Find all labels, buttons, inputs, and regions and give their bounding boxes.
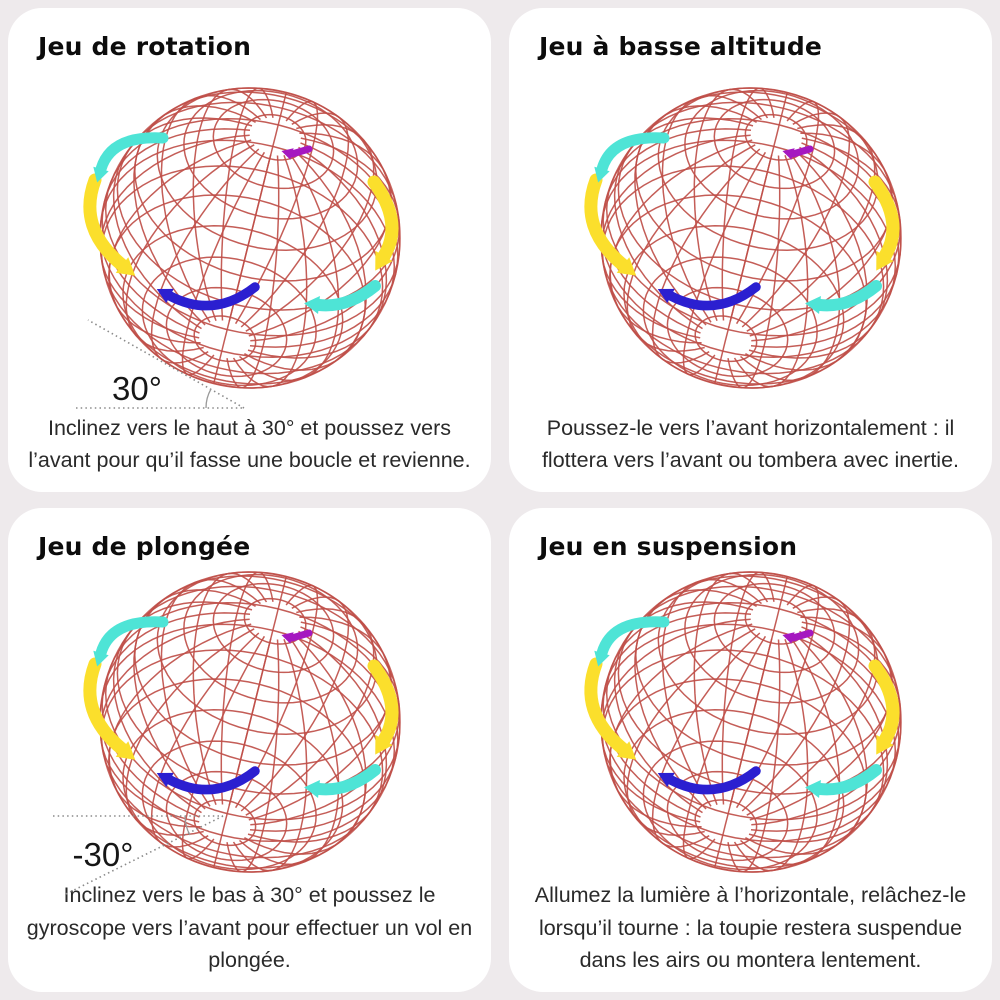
- card-caption: Allumez la lumière à l’horizontale, relâchez-le lorsqu’il tourne : la toupie restera suspendue dans les airs ou montera lentement.: [534, 883, 967, 972]
- card-caption: Poussez-le vers l’avant horizontalement : il flottera vers l’avant ou tombera avec inertie.: [541, 415, 960, 472]
- card-plongee: [8, 508, 491, 992]
- spin-arrow-upperleft-cyan-icon: [602, 622, 664, 653]
- wireframe-globe: [65, 76, 435, 406]
- card-title: Jeu de rotation: [38, 32, 252, 61]
- card-rotation: [8, 8, 491, 492]
- wireframe-globe: [65, 560, 435, 890]
- spin-arrow-upperleft-cyan-icon: [602, 138, 664, 169]
- globe-illustration: [509, 561, 992, 879]
- globe-illustration: [509, 61, 992, 412]
- globe-illustration: [8, 561, 491, 879]
- globe-illustration: [8, 61, 491, 412]
- pole-arrow-purple-icon: [292, 633, 309, 638]
- card-title: Jeu de plongée: [38, 532, 251, 561]
- angle-value-label: 30°: [112, 370, 162, 407]
- pole-arrow-purple-icon: [292, 149, 309, 154]
- pole-arrow-purple-icon: [793, 149, 810, 154]
- card-basse-altitude: [509, 8, 992, 492]
- spin-arrow-upperleft-cyan-icon: [101, 138, 163, 169]
- wireframe-globe: [566, 560, 936, 890]
- card-suspension: [509, 508, 992, 992]
- angle-value-label: -30°: [72, 836, 134, 873]
- card-title: Jeu à basse altitude: [539, 32, 823, 61]
- pole-arrow-purple-icon: [793, 633, 810, 638]
- spin-arrow-upperleft-cyan-icon: [101, 622, 163, 653]
- card-caption: Inclinez vers le haut à 30° et poussez vers l’avant pour qu’il fasse une boucle et revienne.: [28, 415, 471, 472]
- wireframe-globe: [566, 76, 936, 406]
- card-title: Jeu en suspension: [539, 532, 798, 561]
- card-caption: Inclinez vers le bas à 30° et poussez le gyroscope vers l’avant pour effectuer un vol en plongée.: [26, 883, 473, 972]
